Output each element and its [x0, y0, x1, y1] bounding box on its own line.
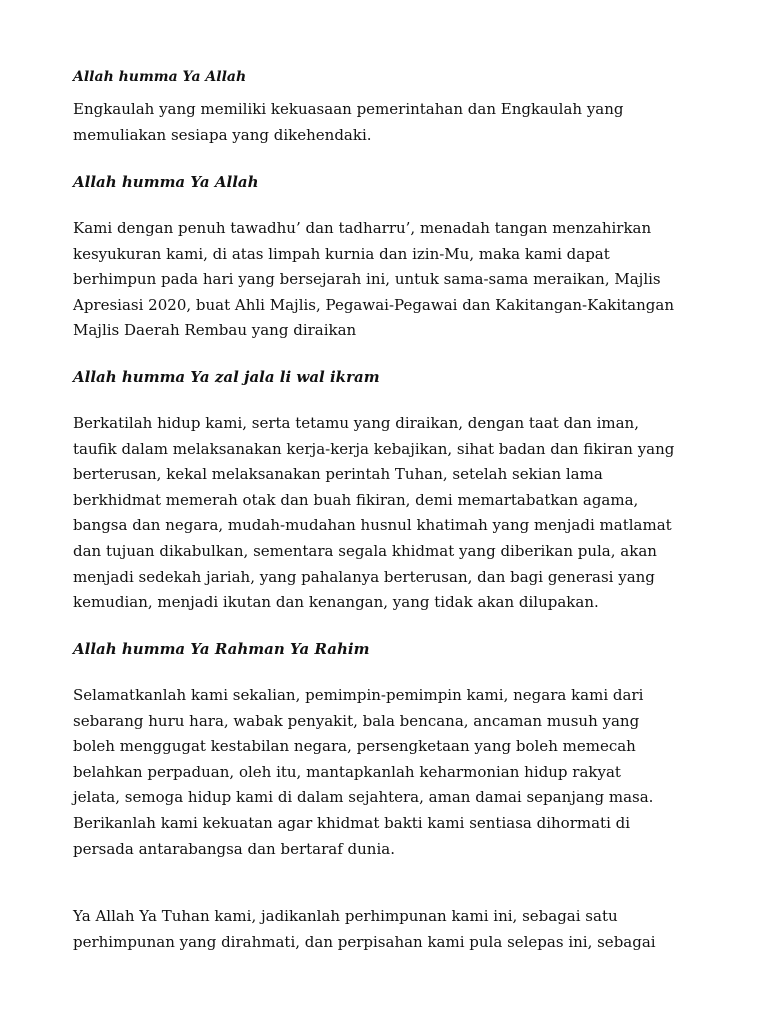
- paragraph-line: taufik dalam melaksanakan kerja-kerja kebajikan, sihat badan dan fikiran yang: [73, 439, 675, 458]
- paragraph-line: sebarang huru hara, wabak penyakit, bala bencana, ancaman musuh yang: [73, 711, 640, 730]
- paragraph-line: kemudian, menjadi ikutan dan kenangan, yang tidak akan dilupakan.: [73, 593, 599, 612]
- paragraph-line: persada antarabangsa dan bertaraf dunia.: [73, 839, 395, 858]
- paragraph-line: dan tujuan dikabulkan, sementara segala khidmat yang diberikan pula, akan: [73, 541, 657, 560]
- paragraph-line: perhimpunan yang dirahmati, dan perpisahan kami pula selepas ini, sebagai: [73, 932, 656, 951]
- section-heading: Allah humma Ya zal jala li wal ikram: [73, 368, 380, 386]
- section-heading: Allah humma Ya Allah: [73, 69, 247, 85]
- paragraph-line: Apresiasi 2020, buat Ahli Majlis, Pegawai-Pegawai dan Kakitangan-Kakitangan: [73, 295, 674, 314]
- paragraph-line: Berikanlah kami kekuatan agar khidmat bakti kami sentiasa dihormati di: [73, 813, 631, 832]
- paragraph-line: boleh menggugat kestabilan negara, persengketaan yang boleh memecah: [73, 737, 636, 756]
- paragraph-line: Selamatkanlah kami sekalian, pemimpin-pemimpin kami, negara kami dari: [73, 686, 644, 704]
- paragraph-line: Engkaulah yang memiliki kekuasaan pemerintahan dan Engkaulah yang: [73, 100, 624, 118]
- paragraph-line: belahkan perpaduan, oleh itu, mantapkanlah keharmonian hidup rakyat: [73, 762, 621, 781]
- paragraph-line: Kami dengan penuh tawadhu’ dan tadharru’, menadah tangan menzahirkan: [73, 219, 652, 237]
- section-paragraph: [73, 411, 703, 616]
- section-paragraph: [73, 683, 703, 862]
- paragraph-line: berkhidmat memerah otak dan buah fikiran, demi memartabatkan agama,: [73, 490, 639, 509]
- paragraph-line: Majlis Daerah Rembau yang diraikan: [73, 321, 357, 340]
- paragraph-line: berterusan, kekal melaksanakan perintah Tuhan, setelah sekian lama: [73, 465, 603, 484]
- paragraph-line: jelata, semoga hidup kami di dalam sejahtera, aman damai sepanjang masa.: [73, 788, 654, 807]
- paragraph-line: Ya Allah Ya Tuhan kami, jadikanlah perhimpunan kami ini, sebagai satu: [73, 907, 618, 925]
- section-paragraph: [73, 904, 703, 955]
- section-heading: Allah humma Ya Rahman Ya Rahim: [73, 640, 370, 658]
- paragraph-line: menjadi sedekah jariah, yang pahalanya berterusan, dan bagi generasi yang: [73, 567, 655, 586]
- paragraph-line: bangsa dan negara, mudah-mudahan husnul khatimah yang menjadi matlamat: [73, 516, 672, 535]
- paragraph-line: kesyukuran kami, di atas limpah kurnia dan izin-Mu, maka kami dapat: [73, 244, 610, 263]
- paragraph-line: Berkatilah hidup kami, serta tetamu yang diraikan, dengan taat dan iman,: [73, 414, 639, 432]
- section-heading: Allah humma Ya Allah: [73, 173, 259, 191]
- paragraph-line: berhimpun pada hari yang bersejarah ini, untuk sama-sama meraikan, Majlis: [73, 270, 661, 289]
- paragraph-line: memuliakan sesiapa yang dikehendaki.: [73, 125, 372, 144]
- section-paragraph: [73, 216, 703, 344]
- section-paragraph: [73, 97, 703, 148]
